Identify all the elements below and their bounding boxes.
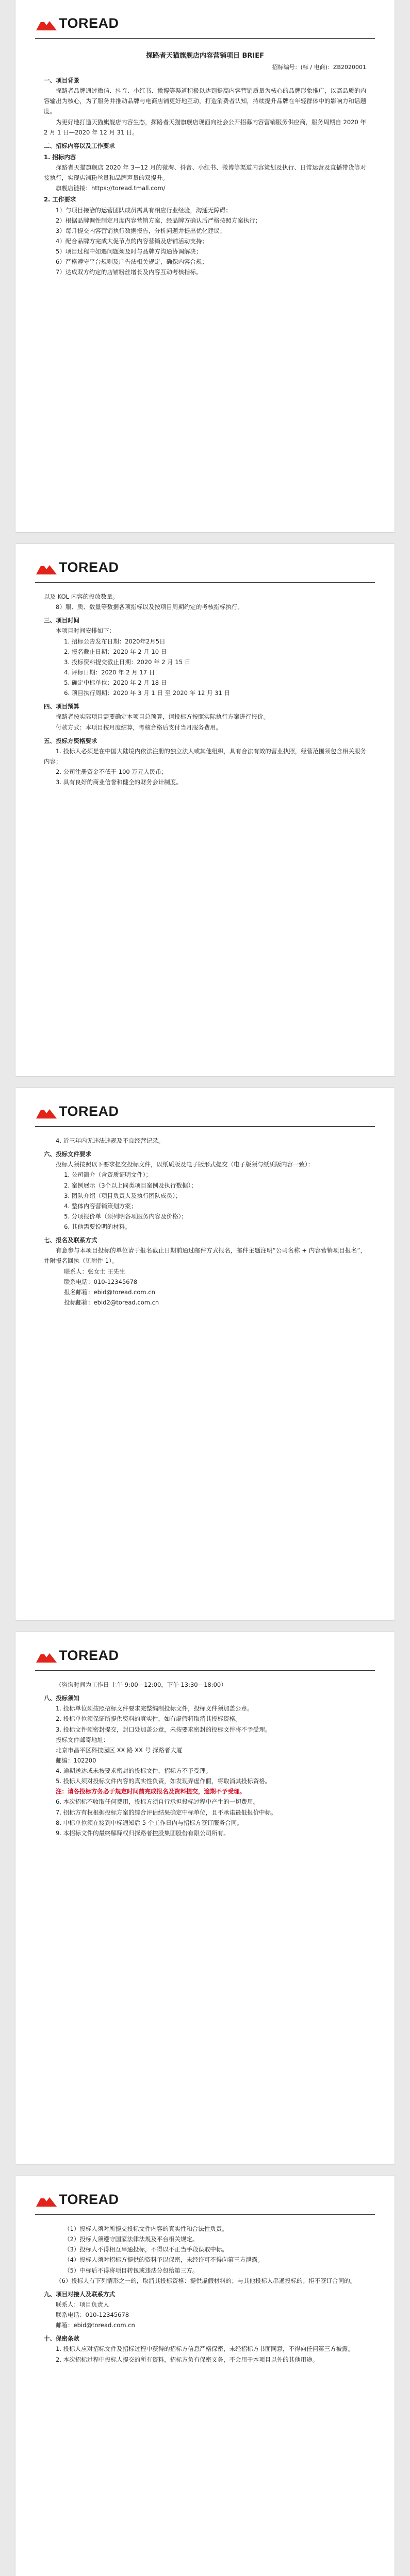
list-item: （6）投标人有下列情形之一的，取消其投标资格：提供虚假材料的；与其他投标人串通投标的；拒不签订合同的。	[56, 2277, 356, 2284]
header-rule	[35, 1670, 375, 1671]
paragraph: 有意参与本项目投标的单位请于报名截止日期前通过邮件方式报名，邮件主题注明“公司名称 + 内容营销项目报名”，并附报名回执（见附件 1）。	[44, 1247, 366, 1265]
list-item: （3）投标人不得相互串通投标，不得以不正当手段谋取中标。	[64, 2246, 228, 2253]
list-item: 7. 招标方有权根据投标方案的综合评估结果确定中标单位，且不承诺最低报价中标。	[56, 1808, 277, 1816]
paragraph: 本项目时间安排如下：	[56, 627, 115, 635]
section-heading: 五、投标方资格要求	[44, 737, 97, 744]
header-rule	[35, 1126, 375, 1127]
timeline-item: 5. 确定中标单位：2020 年 2 月 18 日	[64, 679, 167, 686]
toread-logo-icon	[35, 1103, 58, 1121]
list-item: （1）投标人须对所提交投标文件内容的真实性和合法性负责。	[64, 2225, 228, 2232]
list-item: 3. 具有良好的商业信誉和健全的财务会计制度。	[56, 778, 182, 786]
section-heading: 六、投标文件要求	[44, 1150, 91, 1158]
timeline-item: 4. 评标日期：2020 年 2 月 17 日	[64, 668, 155, 676]
timeline-item: 2. 报名截止日期：2020 年 2 月 10 日	[64, 648, 167, 655]
list-item: 2. 案例展示（3个以上同类项目案例及执行数据）；	[64, 1181, 197, 1189]
list-item: 3）每月提交内容营销执行数据报告，分析问题并提出优化建议；	[56, 227, 226, 234]
list-item: 1. 公司简介（含资质证明文件）；	[64, 1171, 152, 1179]
list-item: 6. 本次招标不收取任何费用，投标方须自行承担投标过程中产生的一切费用。	[56, 1798, 259, 1806]
list-item: 1. 投标人必须是在中国大陆境内依法注册的独立法人或其他组织，具有合法有效的营业执照，经营范围须包含相关服务内容；	[44, 747, 366, 765]
brand-name: TOREAD	[59, 15, 119, 31]
list-item: 7）达成双方约定的店铺粉丝增长及内容互动考核指标。	[56, 268, 202, 276]
section-heading: 九、项目对接人及联系方式	[44, 2290, 115, 2298]
list-item: 4. 近三年内无违法违规及不良经营记录。	[56, 1137, 165, 1144]
list-item: （4）投标人须对招标方提供的资料予以保密，未经许可不得向第三方泄露。	[64, 2256, 264, 2264]
postcode: 邮编：102200	[56, 1756, 96, 1764]
consult-hours: （咨询时间为工作日 上午 9:00—12:00，下午 13:30—18:00）	[56, 1681, 227, 1688]
list-item: （5）中标后不得将项目转包或违法分包给第三方。	[64, 2266, 199, 2274]
brand-name: TOREAD	[59, 560, 119, 575]
address: 北京市昌平区科技园区 XX 路 XX 号 探路者大厦	[56, 1746, 183, 1754]
timeline-item: 1. 招标公告发布日期：2020年2月5日	[64, 637, 166, 645]
sub-heading: 2. 工作要求	[44, 196, 76, 204]
list-item: 9. 本招标文件的最终解释权归探路者控股集团股份有限公司所有。	[56, 1829, 229, 1837]
toread-logo-icon	[35, 1647, 58, 1665]
page-5	[15, 2176, 395, 2576]
toread-logo-icon	[35, 559, 58, 577]
list-item: 2. 公司注册资金不低于 100 万元人民币；	[56, 768, 168, 775]
section-heading: 八、投标须知	[44, 1694, 79, 1702]
section-heading: 四、项目预算	[44, 703, 79, 710]
page-2	[15, 544, 395, 1076]
list-item: 1. 投标单位须按照招标文件要求完整编制投标文件，投标文件须加盖公章。	[56, 1705, 253, 1713]
list-item: 4）配合品牌方完成大促节点的内容营销及店铺活动支持；	[56, 237, 208, 245]
list-item: 8. 中标单位须在接到中标通知后 5 个工作日内与招标方签订服务合同。	[56, 1819, 243, 1826]
section-heading: 七、报名及联系方式	[44, 1236, 97, 1244]
paragraph: 探路者品牌通过微信、抖音、小红书、微博等渠道积极以达到提高内容营销质量为核心的品牌形象推广，以高品质的内容输出为核心，为了服务并推动品牌与电商店铺更好地互动，打造消费者认知，持续提升品牌在年轻群体中的影响力和话题度。	[44, 87, 366, 115]
paragraph: 探路者按实际项目需要确定本项目总预算，请投标方按照实际执行方案进行报价。	[56, 713, 269, 721]
list-item: 5. 投标人须对投标文件内容的真实性负责，如发现弄虚作假，将取消其投标资格。	[56, 1777, 271, 1785]
brand-logo	[35, 2190, 119, 2210]
brand-name: TOREAD	[59, 1648, 119, 1664]
page-1	[15, 0, 395, 532]
section-heading: 十、保密条款	[44, 2335, 79, 2343]
page-4	[15, 1632, 395, 2164]
list-item: 3. 团队介绍（项目负责人及执行团队成员）；	[64, 1192, 182, 1199]
list-item: 4. 逾期送达或未按要求密封的投标文件，招标方不予受理。	[56, 1767, 212, 1774]
list-item: 4. 整体内容营销策划方案；	[64, 1202, 137, 1210]
brand-name: TOREAD	[59, 1104, 119, 1120]
paragraph: 2. 本次招标过程中投标人提交的所有资料，招标方负有保密义务，不会用于本项目以外的其他用途。	[56, 2355, 319, 2363]
paragraph: 付款方式：本项目按月度结算，考核合格后支付当月服务费用。	[56, 723, 222, 731]
page-3	[15, 1088, 395, 1620]
header-rule	[35, 2214, 375, 2215]
list-item: 6. 其他需要说明的材料。	[64, 1223, 131, 1230]
store-link[interactable]: 旗舰店链接：https://toread.tmall.com/	[56, 184, 166, 192]
timeline-item: 3. 投标资料提交截止日期：2020 年 2 月 15 日	[64, 658, 191, 666]
list-item: （2）投标人须遵守国家法律法规及平台相关规定。	[64, 2235, 199, 2243]
notice-highlight: 注：请各投标方务必于规定时间前完成报名及资料提交，逾期不予受理。	[56, 1788, 245, 1795]
section-heading: 一、项目背景	[44, 77, 79, 84]
contact-person: 联系人：张女士 王先生	[64, 1267, 125, 1275]
contact-email[interactable]: 投标邮箱：ebid2@toread.com.cn	[64, 1298, 159, 1306]
document-title: 探路者天猫旗舰店内容营销项目 BRIEF	[145, 52, 265, 60]
paragraph: 投标人须按照以下要求提交投标文件，以纸质版及电子版形式提交（电子版须与纸质版内容一致）：	[56, 1161, 314, 1168]
header-rule	[35, 582, 375, 583]
contact-email[interactable]: 报名邮箱：ebid@toread.com.cn	[64, 1288, 155, 1296]
brand-logo	[35, 557, 119, 578]
list-item: 2）根据品牌调性制定月度内容营销方案，经品牌方确认后严格按照方案执行；	[56, 216, 261, 224]
list-item: 1）与项目接洽的运营团队成员需具有相应行业经验，沟通无障碍；	[56, 206, 232, 214]
paragraph: 探路者天猫旗舰店 2020 年 3—12 月的微淘、抖音、小红书、微博等渠道内容策划及执行、日常运营及直播带货等对接执行，实现店铺粉丝量和品牌声量的双提升。	[44, 164, 366, 182]
section-heading: 三、项目时间	[44, 617, 79, 624]
paragraph: 为更好地打造天猫旗舰店内容生态，探路者天猫旗舰店现面向社会公开招募内容营销服务供应商，服务周期自 2020 年 2 月 1 日—2020 年 12 月 31 日。	[44, 118, 366, 136]
list-item: 3. 投标文件须密封提交，封口处加盖公章，未按要求密封的投标文件将不予受理。	[56, 1725, 271, 1733]
contact-phone: 联系电话：010-12345678	[56, 2311, 129, 2318]
address-label: 投标文件邮寄地址：	[56, 1736, 109, 1743]
brand-logo	[35, 13, 119, 34]
section-heading: 二、招标内容以及工作要求	[44, 142, 115, 149]
contact-phone: 联系电话：010-12345678	[64, 1278, 138, 1285]
brand-logo	[35, 1101, 119, 1122]
list-item: 5. 分项报价单（须列明各项服务内容及价格）；	[64, 1212, 187, 1220]
contact-person: 联系人：项目负责人	[56, 2300, 109, 2308]
paragraph: 1. 投标人应对招标文件及招标过程中获得的招标方信息严格保密，未经招标方书面同意，不得向任何第三方披露。	[56, 2345, 354, 2353]
sub-heading: 1. 招标内容	[44, 153, 76, 161]
list-item: 2. 投标单位须保证所提供资料的真实性，如有虚假将取消其投标资格。	[56, 1715, 241, 1723]
contact-email[interactable]: 邮箱：ebid@toread.com.cn	[56, 2321, 135, 2329]
header-rule	[35, 38, 375, 39]
paragraph: 以及 KOL 内容的投放数量。	[44, 593, 119, 600]
toread-logo-icon	[35, 2191, 58, 2209]
brand-name: TOREAD	[59, 2192, 119, 2208]
list-item: 6）严格遵守平台规则及广告法相关规定，确保内容合规；	[56, 258, 208, 266]
timeline-item: 6. 项目执行周期：2020 年 3 月 1 日 至 2020 年 12 月 31 日	[64, 689, 231, 697]
document-number: 招标编号：(标 / 电商)：ZB2020001	[272, 63, 366, 71]
list-item: 8）服、质、数量等数据各项指标以及按项目周期约定的考核指标执行。	[56, 603, 243, 611]
list-item: 5）项目过程中如遇问题须及时与品牌方沟通协调解决；	[56, 248, 202, 255]
toread-logo-icon	[35, 15, 58, 32]
brand-logo	[35, 1646, 119, 1666]
